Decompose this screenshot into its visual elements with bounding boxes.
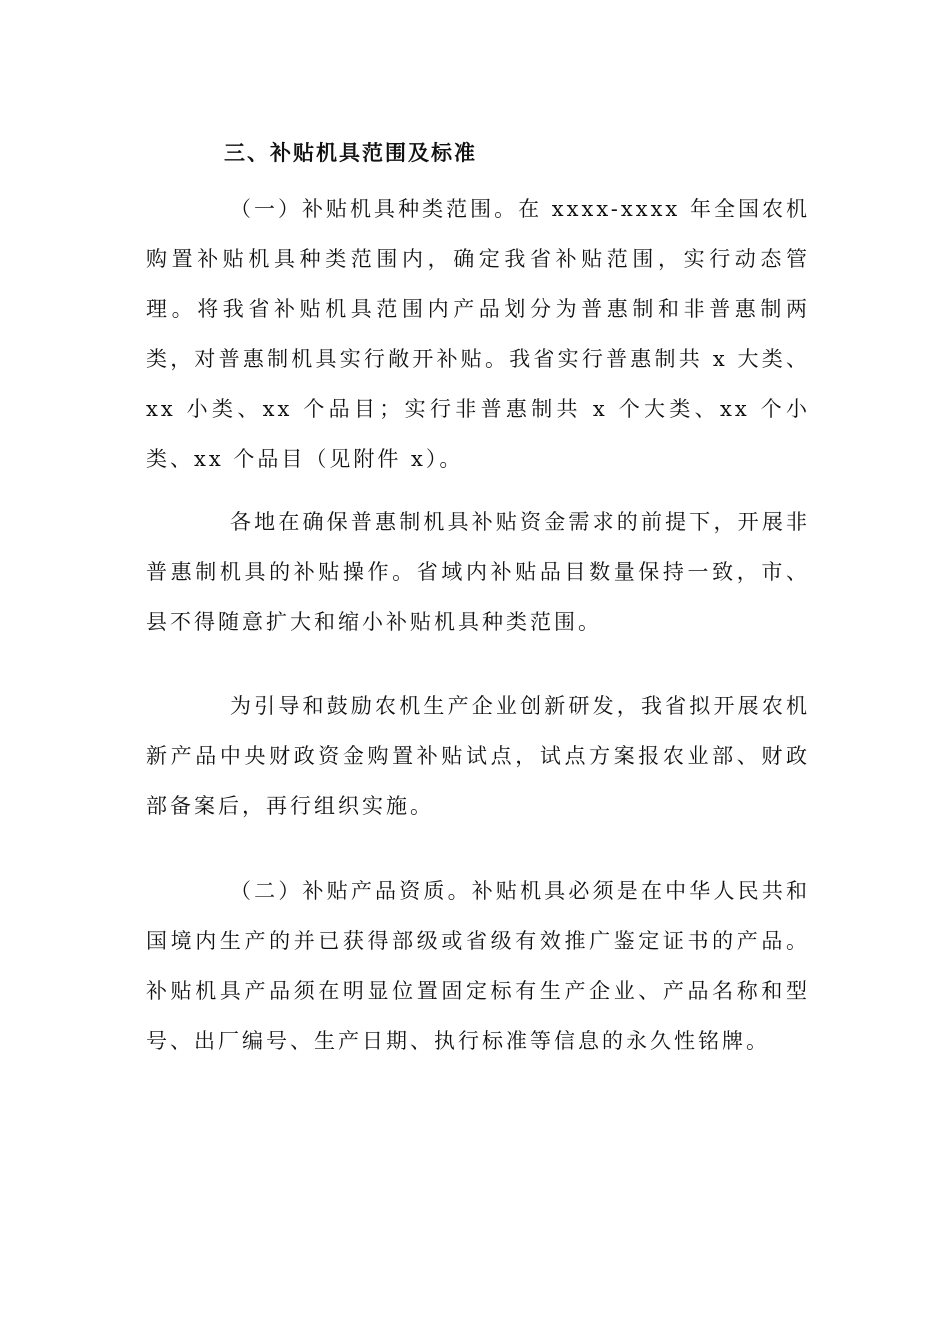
paragraph-product-qualification: （二）补贴产品资质。补贴机具必须是在中华人民共和国境内生产的并已获得部级或省级有效推广鉴定证书的产品。补贴机具产品须在明显位置固定标有生产企业、产品名称和型号、出厂编号、生产日期、执行标准等信息的永久性铭牌。 [146, 879, 810, 1053]
section-heading: 三、补贴机具范围及标准 [224, 140, 477, 165]
paragraph-subsidy-scope: （一）补贴机具种类范围。在 xxxx-xxxx 年全国农机购置补贴机具种类范围内，确定我省补贴范围，实行动态管理。将我省补贴机具范围内产品划分为普惠制和非普惠制两类，对普惠制机具实行敞开补贴。我省实行普惠制共 x 大类、xx 小类、xx 个品目；实行非普惠制共 x 个大类、xx 个小类、xx 个品目（见附件 x）。 [146, 197, 810, 471]
paragraph-new-product-pilot: 为引导和鼓励农机生产企业创新研发，我省拟开展农机新产品中央财政资金购置补贴试点，试点方案报农业部、财政部备案后，再行组织实施。 [146, 694, 810, 818]
paragraph-non-universal-operation: 各地在确保普惠制机具补贴资金需求的前提下，开展非普惠制机具的补贴操作。省域内补贴品目数量保持一致，市、县不得随意扩大和缩小补贴机具种类范围。 [146, 510, 810, 634]
